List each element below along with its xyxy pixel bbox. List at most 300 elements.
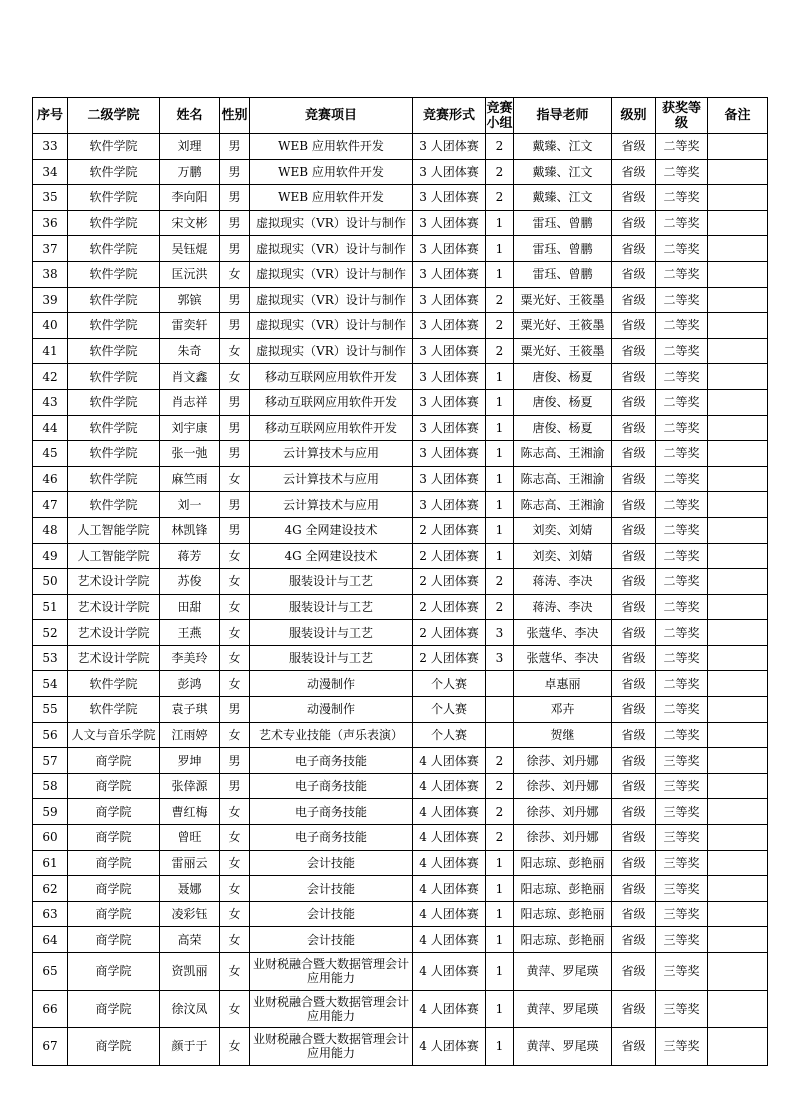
header-award: 获奖等级	[656, 98, 708, 134]
cell-level: 省级	[612, 927, 656, 953]
cell-advisor: 阳志琼、彭艳丽	[514, 850, 612, 876]
cell-advisor: 张蔻华、李决	[514, 645, 612, 671]
table-row	[33, 236, 768, 262]
cell-college: 艺术设计学院	[68, 645, 160, 671]
cell-remarks	[708, 313, 768, 339]
cell-event: 电子商务技能	[250, 773, 413, 799]
cell-format: 3 人团体赛	[413, 185, 486, 211]
cell-level: 省级	[612, 990, 656, 1028]
cell-group: 2	[486, 134, 514, 160]
cell-advisor: 阳志琼、彭艳丽	[514, 927, 612, 953]
header-remarks: 备注	[708, 98, 768, 134]
cell-advisor: 徐莎、刘丹娜	[514, 825, 612, 851]
cell-event: 云计算技术与应用	[250, 492, 413, 518]
cell-format: 3 人团体赛	[413, 415, 486, 441]
cell-remarks	[708, 466, 768, 492]
cell-name: 肖文鑫	[160, 364, 220, 390]
cell-event: WEB 应用软件开发	[250, 185, 413, 211]
cell-advisor: 陈志高、王湘渝	[514, 492, 612, 518]
cell-remarks	[708, 901, 768, 927]
cell-level: 省级	[612, 594, 656, 620]
cell-event: 艺术专业技能（声乐表演）	[250, 722, 413, 748]
cell-name: 凌彩钰	[160, 901, 220, 927]
cell-level: 省级	[612, 901, 656, 927]
cell-level: 省级	[612, 722, 656, 748]
cell-gender: 男	[220, 441, 250, 467]
cell-format: 2 人团体赛	[413, 645, 486, 671]
cell-award: 二等奖	[656, 671, 708, 697]
cell-index: 52	[33, 620, 68, 646]
cell-advisor: 卓惠丽	[514, 671, 612, 697]
cell-remarks	[708, 569, 768, 595]
cell-advisor: 刘奕、刘婧	[514, 517, 612, 543]
cell-award: 二等奖	[656, 159, 708, 185]
cell-name: 万鹏	[160, 159, 220, 185]
cell-gender: 女	[220, 927, 250, 953]
cell-event: 会计技能	[250, 876, 413, 902]
cell-advisor: 邓卉	[514, 697, 612, 723]
cell-format: 个人赛	[413, 697, 486, 723]
table-row	[33, 415, 768, 441]
cell-index: 39	[33, 287, 68, 313]
cell-remarks	[708, 236, 768, 262]
cell-group: 1	[486, 389, 514, 415]
cell-remarks	[708, 261, 768, 287]
cell-award: 三等奖	[656, 901, 708, 927]
cell-group: 2	[486, 159, 514, 185]
cell-remarks	[708, 722, 768, 748]
cell-gender: 女	[220, 645, 250, 671]
table-row	[33, 466, 768, 492]
cell-event: 业财税融合暨大数据管理会计应用能力	[250, 1028, 413, 1066]
cell-college: 软件学院	[68, 185, 160, 211]
table-row	[33, 159, 768, 185]
cell-gender: 女	[220, 825, 250, 851]
cell-level: 省级	[612, 210, 656, 236]
cell-remarks	[708, 159, 768, 185]
cell-award: 三等奖	[656, 773, 708, 799]
table-row	[33, 338, 768, 364]
cell-index: 48	[33, 517, 68, 543]
cell-award: 二等奖	[656, 722, 708, 748]
cell-event: 云计算技术与应用	[250, 466, 413, 492]
cell-college: 商学院	[68, 953, 160, 991]
cell-gender: 女	[220, 594, 250, 620]
cell-level: 省级	[612, 697, 656, 723]
cell-index: 50	[33, 569, 68, 595]
cell-award: 三等奖	[656, 850, 708, 876]
cell-group: 1	[486, 876, 514, 902]
table-row	[33, 185, 768, 211]
cell-award: 二等奖	[656, 185, 708, 211]
cell-index: 56	[33, 722, 68, 748]
cell-award: 二等奖	[656, 466, 708, 492]
cell-gender: 女	[220, 799, 250, 825]
cell-award: 三等奖	[656, 990, 708, 1028]
cell-gender: 女	[220, 543, 250, 569]
cell-group: 1	[486, 210, 514, 236]
cell-level: 省级	[612, 159, 656, 185]
cell-format: 4 人团体赛	[413, 953, 486, 991]
cell-award: 三等奖	[656, 825, 708, 851]
header-advisor: 指导老师	[514, 98, 612, 134]
cell-event: 移动互联网应用软件开发	[250, 389, 413, 415]
cell-event: 服装设计与工艺	[250, 620, 413, 646]
cell-index: 33	[33, 134, 68, 160]
cell-name: 李美玲	[160, 645, 220, 671]
cell-name: 张倖源	[160, 773, 220, 799]
cell-remarks	[708, 697, 768, 723]
cell-format: 3 人团体赛	[413, 466, 486, 492]
cell-format: 2 人团体赛	[413, 569, 486, 595]
cell-format: 3 人团体赛	[413, 441, 486, 467]
cell-advisor: 唐俊、杨夏	[514, 364, 612, 390]
cell-group: 1	[486, 415, 514, 441]
cell-gender: 女	[220, 722, 250, 748]
cell-advisor: 雷珏、曾鹏	[514, 261, 612, 287]
cell-advisor: 唐俊、杨夏	[514, 415, 612, 441]
cell-gender: 男	[220, 773, 250, 799]
cell-level: 省级	[612, 825, 656, 851]
cell-format: 4 人团体赛	[413, 927, 486, 953]
cell-name: 张一弛	[160, 441, 220, 467]
cell-college: 商学院	[68, 799, 160, 825]
cell-name: 吴钰焜	[160, 236, 220, 262]
cell-remarks	[708, 441, 768, 467]
cell-college: 商学院	[68, 773, 160, 799]
table-row	[33, 990, 768, 1028]
cell-gender: 男	[220, 287, 250, 313]
cell-remarks	[708, 620, 768, 646]
cell-index: 40	[33, 313, 68, 339]
cell-award: 二等奖	[656, 620, 708, 646]
cell-remarks	[708, 990, 768, 1028]
table-row	[33, 773, 768, 799]
cell-award: 二等奖	[656, 134, 708, 160]
cell-advisor: 雷珏、曾鹏	[514, 210, 612, 236]
cell-level: 省级	[612, 748, 656, 774]
cell-event: 服装设计与工艺	[250, 645, 413, 671]
cell-group: 1	[486, 261, 514, 287]
cell-level: 省级	[612, 517, 656, 543]
cell-format: 4 人团体赛	[413, 990, 486, 1028]
cell-format: 3 人团体赛	[413, 261, 486, 287]
cell-gender: 男	[220, 185, 250, 211]
cell-college: 商学院	[68, 850, 160, 876]
cell-name: 刘理	[160, 134, 220, 160]
cell-group: 2	[486, 825, 514, 851]
cell-college: 软件学院	[68, 441, 160, 467]
cell-index: 47	[33, 492, 68, 518]
cell-event: 电子商务技能	[250, 799, 413, 825]
cell-college: 艺术设计学院	[68, 569, 160, 595]
cell-award: 三等奖	[656, 953, 708, 991]
cell-college: 人工智能学院	[68, 517, 160, 543]
cell-event: 会计技能	[250, 850, 413, 876]
cell-gender: 女	[220, 850, 250, 876]
cell-name: 聂娜	[160, 876, 220, 902]
header-gender: 性别	[220, 98, 250, 134]
cell-index: 35	[33, 185, 68, 211]
cell-event: 服装设计与工艺	[250, 594, 413, 620]
cell-name: 曹红梅	[160, 799, 220, 825]
cell-advisor: 粟光好、王筱墨	[514, 338, 612, 364]
cell-group: 2	[486, 313, 514, 339]
cell-remarks	[708, 1028, 768, 1066]
cell-name: 曾旺	[160, 825, 220, 851]
cell-award: 三等奖	[656, 748, 708, 774]
cell-index: 49	[33, 543, 68, 569]
cell-gender: 女	[220, 261, 250, 287]
cell-event: 云计算技术与应用	[250, 441, 413, 467]
cell-advisor: 刘奕、刘婧	[514, 543, 612, 569]
cell-gender: 男	[220, 748, 250, 774]
cell-college: 软件学院	[68, 415, 160, 441]
cell-remarks	[708, 645, 768, 671]
cell-level: 省级	[612, 671, 656, 697]
cell-group: 3	[486, 620, 514, 646]
cell-index: 62	[33, 876, 68, 902]
table-row	[33, 953, 768, 991]
cell-college: 软件学院	[68, 389, 160, 415]
cell-format: 3 人团体赛	[413, 313, 486, 339]
cell-advisor: 粟光好、王筱墨	[514, 313, 612, 339]
cell-name: 颜于于	[160, 1028, 220, 1066]
cell-college: 软件学院	[68, 210, 160, 236]
cell-remarks	[708, 415, 768, 441]
cell-index: 58	[33, 773, 68, 799]
cell-advisor: 戴臻、江文	[514, 134, 612, 160]
cell-index: 34	[33, 159, 68, 185]
cell-event: 虚拟现实（VR）设计与制作	[250, 338, 413, 364]
cell-name: 蒋芳	[160, 543, 220, 569]
cell-group: 2	[486, 594, 514, 620]
table-row	[33, 876, 768, 902]
table-row	[33, 364, 768, 390]
cell-gender: 女	[220, 901, 250, 927]
table-row	[33, 441, 768, 467]
cell-remarks	[708, 134, 768, 160]
cell-level: 省级	[612, 313, 656, 339]
cell-college: 软件学院	[68, 134, 160, 160]
cell-format: 3 人团体赛	[413, 159, 486, 185]
cell-group: 2	[486, 338, 514, 364]
cell-remarks	[708, 492, 768, 518]
cell-event: 动漫制作	[250, 697, 413, 723]
header-event: 竞赛项目	[250, 98, 413, 134]
cell-college: 商学院	[68, 825, 160, 851]
cell-gender: 男	[220, 313, 250, 339]
cell-index: 63	[33, 901, 68, 927]
cell-event: 会计技能	[250, 927, 413, 953]
cell-remarks	[708, 517, 768, 543]
cell-remarks	[708, 594, 768, 620]
cell-level: 省级	[612, 185, 656, 211]
cell-remarks	[708, 953, 768, 991]
cell-award: 二等奖	[656, 415, 708, 441]
cell-group: 1	[486, 927, 514, 953]
cell-format: 4 人团体赛	[413, 748, 486, 774]
cell-gender: 男	[220, 134, 250, 160]
cell-format: 个人赛	[413, 722, 486, 748]
cell-format: 3 人团体赛	[413, 389, 486, 415]
cell-remarks	[708, 210, 768, 236]
cell-event: 电子商务技能	[250, 825, 413, 851]
cell-college: 商学院	[68, 876, 160, 902]
cell-level: 省级	[612, 645, 656, 671]
cell-remarks	[708, 927, 768, 953]
cell-index: 46	[33, 466, 68, 492]
cell-index: 64	[33, 927, 68, 953]
table-row	[33, 261, 768, 287]
header-index: 序号	[33, 98, 68, 134]
cell-group: 2	[486, 748, 514, 774]
cell-index: 57	[33, 748, 68, 774]
cell-level: 省级	[612, 953, 656, 991]
cell-award: 二等奖	[656, 210, 708, 236]
cell-college: 艺术设计学院	[68, 594, 160, 620]
cell-format: 4 人团体赛	[413, 825, 486, 851]
cell-format: 3 人团体赛	[413, 236, 486, 262]
cell-event: 虚拟现实（VR）设计与制作	[250, 236, 413, 262]
cell-event: 虚拟现实（VR）设计与制作	[250, 261, 413, 287]
cell-group: 1	[486, 990, 514, 1028]
cell-advisor: 阳志琼、彭艳丽	[514, 901, 612, 927]
cell-format: 4 人团体赛	[413, 850, 486, 876]
cell-group: 2	[486, 799, 514, 825]
cell-award: 二等奖	[656, 313, 708, 339]
cell-group: 2	[486, 569, 514, 595]
cell-gender: 男	[220, 159, 250, 185]
cell-college: 软件学院	[68, 261, 160, 287]
cell-college: 软件学院	[68, 313, 160, 339]
cell-group: 1	[486, 492, 514, 518]
cell-advisor: 唐俊、杨夏	[514, 389, 612, 415]
cell-name: 肖志祥	[160, 389, 220, 415]
cell-advisor: 张蔻华、李决	[514, 620, 612, 646]
table-row	[33, 697, 768, 723]
table-row	[33, 825, 768, 851]
cell-event: 4G 全网建设技术	[250, 517, 413, 543]
header-format: 竞赛形式	[413, 98, 486, 134]
award-table	[32, 97, 768, 1066]
cell-gender: 女	[220, 466, 250, 492]
cell-level: 省级	[612, 620, 656, 646]
table-row	[33, 134, 768, 160]
cell-name: 匡沅洪	[160, 261, 220, 287]
cell-group: 1	[486, 543, 514, 569]
cell-event: 业财税融合暨大数据管理会计应用能力	[250, 990, 413, 1028]
cell-level: 省级	[612, 236, 656, 262]
cell-gender: 男	[220, 236, 250, 262]
table-row	[33, 748, 768, 774]
cell-index: 55	[33, 697, 68, 723]
cell-award: 三等奖	[656, 927, 708, 953]
cell-index: 43	[33, 389, 68, 415]
cell-format: 个人赛	[413, 671, 486, 697]
cell-award: 二等奖	[656, 543, 708, 569]
cell-index: 42	[33, 364, 68, 390]
cell-format: 3 人团体赛	[413, 210, 486, 236]
cell-name: 袁子琪	[160, 697, 220, 723]
cell-advisor: 戴臻、江文	[514, 185, 612, 211]
cell-index: 53	[33, 645, 68, 671]
cell-award: 三等奖	[656, 876, 708, 902]
table-row	[33, 287, 768, 313]
cell-remarks	[708, 364, 768, 390]
cell-award: 二等奖	[656, 287, 708, 313]
cell-index: 66	[33, 990, 68, 1028]
cell-award: 二等奖	[656, 645, 708, 671]
cell-group	[486, 671, 514, 697]
cell-index: 37	[33, 236, 68, 262]
cell-gender: 男	[220, 210, 250, 236]
cell-level: 省级	[612, 134, 656, 160]
header-college: 二级学院	[68, 98, 160, 134]
header-row	[33, 98, 768, 134]
cell-group	[486, 697, 514, 723]
cell-event: 虚拟现实（VR）设计与制作	[250, 313, 413, 339]
cell-award: 二等奖	[656, 441, 708, 467]
cell-award: 二等奖	[656, 697, 708, 723]
table-row	[33, 569, 768, 595]
cell-event: 虚拟现实（VR）设计与制作	[250, 210, 413, 236]
cell-level: 省级	[612, 287, 656, 313]
cell-advisor: 蒋涛、李决	[514, 594, 612, 620]
cell-name: 彭鸿	[160, 671, 220, 697]
cell-level: 省级	[612, 876, 656, 902]
cell-index: 36	[33, 210, 68, 236]
cell-format: 4 人团体赛	[413, 1028, 486, 1066]
cell-college: 软件学院	[68, 492, 160, 518]
cell-award: 三等奖	[656, 1028, 708, 1066]
cell-event: 电子商务技能	[250, 748, 413, 774]
cell-index: 38	[33, 261, 68, 287]
cell-format: 2 人团体赛	[413, 543, 486, 569]
cell-award: 三等奖	[656, 799, 708, 825]
cell-format: 4 人团体赛	[413, 901, 486, 927]
cell-college: 人工智能学院	[68, 543, 160, 569]
cell-remarks	[708, 773, 768, 799]
cell-event: 会计技能	[250, 901, 413, 927]
cell-advisor: 雷珏、曾鹏	[514, 236, 612, 262]
cell-index: 65	[33, 953, 68, 991]
cell-award: 二等奖	[656, 492, 708, 518]
cell-advisor: 贺继	[514, 722, 612, 748]
cell-level: 省级	[612, 364, 656, 390]
cell-advisor: 黄萍、罗尾瑛	[514, 990, 612, 1028]
cell-college: 软件学院	[68, 236, 160, 262]
cell-group: 1	[486, 517, 514, 543]
cell-group: 2	[486, 773, 514, 799]
cell-advisor: 粟光好、王筱墨	[514, 287, 612, 313]
cell-advisor: 戴臻、江文	[514, 159, 612, 185]
cell-index: 67	[33, 1028, 68, 1066]
cell-name: 林凯锋	[160, 517, 220, 543]
cell-gender: 男	[220, 697, 250, 723]
table-row	[33, 594, 768, 620]
table-row	[33, 517, 768, 543]
cell-level: 省级	[612, 389, 656, 415]
cell-group: 2	[486, 287, 514, 313]
cell-event: 业财税融合暨大数据管理会计应用能力	[250, 953, 413, 991]
cell-event: WEB 应用软件开发	[250, 159, 413, 185]
cell-name: 麻竺雨	[160, 466, 220, 492]
cell-level: 省级	[612, 441, 656, 467]
cell-format: 2 人团体赛	[413, 620, 486, 646]
cell-remarks	[708, 389, 768, 415]
table-row	[33, 543, 768, 569]
